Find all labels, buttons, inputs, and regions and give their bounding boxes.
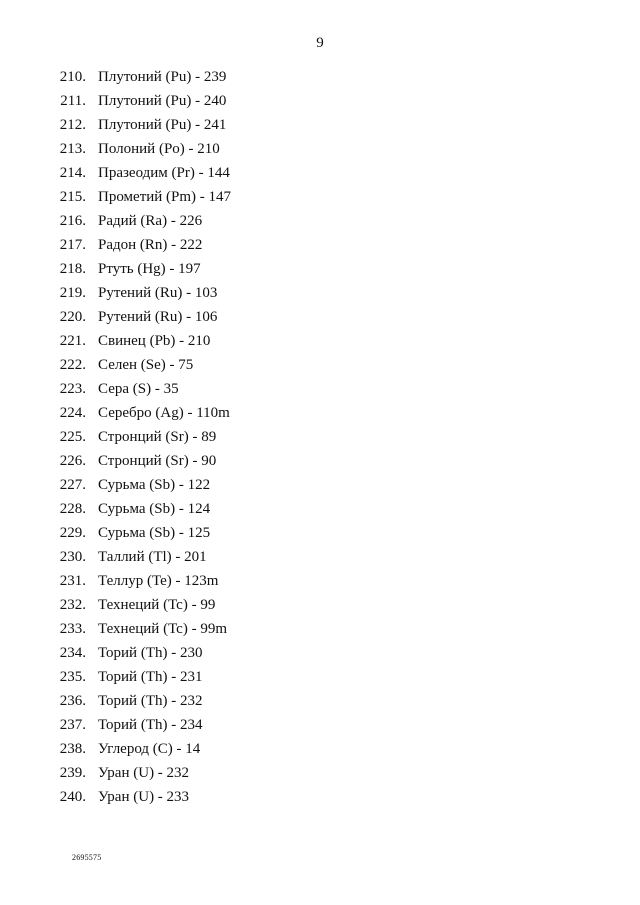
- list-item: [0, 68, 640, 92]
- item-text: Рутений (Ru) - 103: [98, 285, 218, 301]
- item-text: Празеодим (Pr) - 144: [98, 165, 230, 181]
- list-item: [0, 716, 640, 740]
- list-item: [0, 788, 640, 812]
- item-text: Стронций (Sr) - 90: [98, 453, 217, 469]
- item-number: 226.: [59, 453, 86, 469]
- item-number: 215.: [59, 189, 86, 205]
- list-item: [0, 548, 640, 572]
- item-text: Сурьма (Sb) - 122: [98, 477, 211, 493]
- list-item: [0, 692, 640, 716]
- page-number: 9: [316, 35, 324, 51]
- item-text: Уран (U) - 233: [98, 789, 190, 805]
- item-text: Прометий (Pm) - 147: [98, 189, 232, 205]
- list-item: [0, 164, 640, 188]
- list-item: [0, 524, 640, 548]
- list-item: [0, 188, 640, 212]
- item-number: 214.: [59, 165, 86, 181]
- list-item: [0, 452, 640, 476]
- item-number: 236.: [59, 693, 86, 709]
- list-item: [0, 116, 640, 140]
- item-text: Технеций (Tc) - 99m: [98, 621, 227, 637]
- item-text: Технеций (Tc) - 99: [98, 597, 216, 613]
- item-number: 211.: [60, 93, 86, 109]
- item-text: Уран (U) - 232: [98, 765, 190, 781]
- item-text: Полоний (Po) - 210: [98, 141, 220, 157]
- item-text: Радий (Ra) - 226: [98, 213, 203, 229]
- item-number: 234.: [59, 645, 86, 661]
- item-text: Ртуть (Hg) - 197: [98, 261, 201, 277]
- item-number: 220.: [59, 309, 86, 325]
- item-text: Плутоний (Pu) - 239: [98, 69, 227, 85]
- item-text: Сурьма (Sb) - 125: [98, 525, 211, 541]
- item-text: Таллий (Tl) - 201: [98, 549, 207, 565]
- item-text: Теллур (Te) - 123m: [98, 573, 219, 589]
- item-number: 228.: [59, 501, 86, 517]
- list-item: [0, 596, 640, 620]
- item-text: Торий (Th) - 231: [98, 669, 203, 685]
- item-text: Торий (Th) - 230: [98, 645, 203, 661]
- item-number: 221.: [59, 333, 86, 349]
- item-number: 238.: [59, 741, 86, 757]
- list-item: [0, 380, 640, 404]
- list-item: [0, 404, 640, 428]
- item-text: Свинец (Pb) - 210: [98, 333, 211, 349]
- list-item: [0, 620, 640, 644]
- item-number: 212.: [59, 117, 86, 133]
- item-text: Торий (Th) - 232: [98, 693, 203, 709]
- item-text: Сурьма (Sb) - 124: [98, 501, 211, 517]
- item-number: 217.: [59, 237, 86, 253]
- item-number: 222.: [59, 357, 86, 373]
- list-item: [0, 308, 640, 332]
- list-item: [0, 356, 640, 380]
- item-number: 216.: [59, 213, 86, 229]
- item-number: 223.: [59, 381, 86, 397]
- list-item: [0, 644, 640, 668]
- list-item: [0, 236, 640, 260]
- item-text: Сера (S) - 35: [98, 381, 179, 397]
- list-item: [0, 260, 640, 284]
- item-text: Стронций (Sr) - 89: [98, 429, 217, 445]
- item-number: 210.: [59, 69, 86, 85]
- item-text: Торий (Th) - 234: [98, 717, 203, 733]
- list-item: [0, 500, 640, 524]
- item-text: Углерод (C) - 14: [98, 741, 201, 757]
- item-number: 225.: [59, 429, 86, 445]
- item-number: 233.: [59, 621, 86, 637]
- item-number: 230.: [59, 549, 86, 565]
- item-text: Радон (Rn) - 222: [98, 237, 203, 253]
- item-number: 224.: [59, 405, 86, 421]
- list-item: [0, 92, 640, 116]
- list-item: [0, 740, 640, 764]
- item-number: 218.: [59, 261, 86, 277]
- item-number: 232.: [59, 597, 86, 613]
- item-number: 227.: [59, 477, 86, 493]
- item-number: 213.: [59, 141, 86, 157]
- list-item: [0, 572, 640, 596]
- list-item: [0, 212, 640, 236]
- item-number: 239.: [59, 765, 86, 781]
- item-number: 229.: [59, 525, 86, 541]
- item-number: 235.: [59, 669, 86, 685]
- item-text: Селен (Se) - 75: [98, 357, 194, 373]
- list-item: [0, 764, 640, 788]
- list-item: [0, 668, 640, 692]
- list-item: [0, 428, 640, 452]
- list-item: [0, 140, 640, 164]
- isotope-list: [0, 68, 640, 812]
- list-item: [0, 476, 640, 500]
- item-text: Плутоний (Pu) - 240: [98, 93, 227, 109]
- item-text: Серебро (Ag) - 110m: [98, 405, 230, 421]
- item-number: 237.: [59, 717, 86, 733]
- item-number: 231.: [59, 573, 86, 589]
- list-item: [0, 284, 640, 308]
- item-text: Плутоний (Pu) - 241: [98, 117, 227, 133]
- item-number: 219.: [59, 285, 86, 301]
- document-id: 2695575: [72, 853, 102, 862]
- item-text: Рутений (Ru) - 106: [98, 309, 218, 325]
- list-item: [0, 332, 640, 356]
- item-number: 240.: [59, 789, 86, 805]
